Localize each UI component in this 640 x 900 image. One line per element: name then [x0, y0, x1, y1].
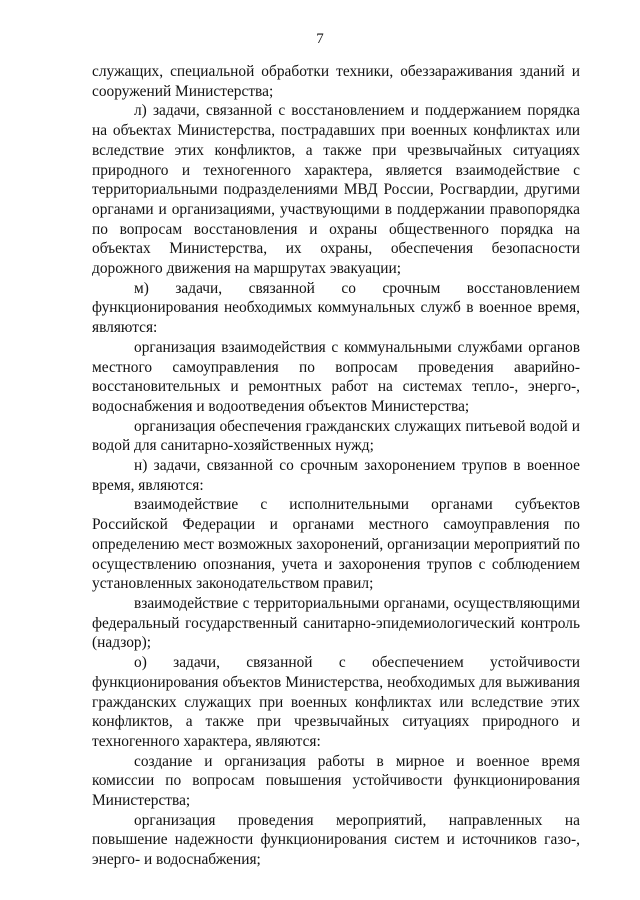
paragraph: организация обеспечения гражданских служащих питьевой водой и водой для санитарно-хозяйственных нужд;: [92, 417, 580, 455]
paragraph: служащих, специальной обработки техники, обеззараживания зданий и сооружений Министерства;: [92, 63, 580, 100]
paragraph: взаимодействие с территориальными органами, осуществляющими федеральный государственный санитарно-эпидемиологический контроль (надзор);: [92, 594, 580, 652]
paragraph: м) задачи, связанной со срочным восстановлением функционирования необходимых коммунальных служб в военное время, являются:: [92, 279, 580, 337]
paragraph: л) задачи, связанной с восстановлением и поддержанием порядка на объектах Министерства, пострадавших при военных конфликтах или вследствие этих конфликтов, а также при чрезвычайных ситуациях природного и техногенного характера, является взаимодействие с территориальными подразделениями МВД России, Росгвардии, другими органами и организациями, участвующими в поддержании правопорядка по вопросам восстановления и охраны общественного порядка на объектах Министерства, их охраны, обеспечения безопасности дорожного движения на маршрутах эвакуации;: [92, 102, 580, 278]
paragraph: взаимодействие с исполнительными органами субъектов Российской Федерации и органами местного самоуправления по определению мест возможных захоронений, организации мероприятий по осуществлению опознания, учета и захоронения трупов с соблюдением установленных законодательством правил;: [92, 496, 580, 593]
paragraph: организация проведения мероприятий, направленных на повышение надежности функционирования систем и источников газо-, энерго- и водоснабжения;: [92, 811, 580, 869]
paragraph: о) задачи, связанной с обеспечением устойчивости функционирования объектов Министерства, необходимых для выживания гражданских служащих при военных конфликтах или вследствие этих конфликтов, а также при чрезвычайных ситуациях природного и техногенного характера, являются:: [92, 654, 580, 750]
paragraph: н) задачи, связанной со срочным захоронением трупов в военное время, являются:: [92, 457, 580, 494]
paragraph: создание и организация работы в мирное и военное время комиссии по вопросам повышения устойчивости функционирования Министерства;: [92, 752, 580, 810]
document-body: [92, 62, 580, 870]
paragraph: организация взаимодействия с коммунальными службами органов местного самоуправления по вопросам проведения аварийно-восстановительных и ремонтных работ на системах тепло-, энерго-, водоснабжения и водоотведения объектов Министерства;: [92, 338, 580, 415]
page-number: 7: [316, 31, 324, 47]
